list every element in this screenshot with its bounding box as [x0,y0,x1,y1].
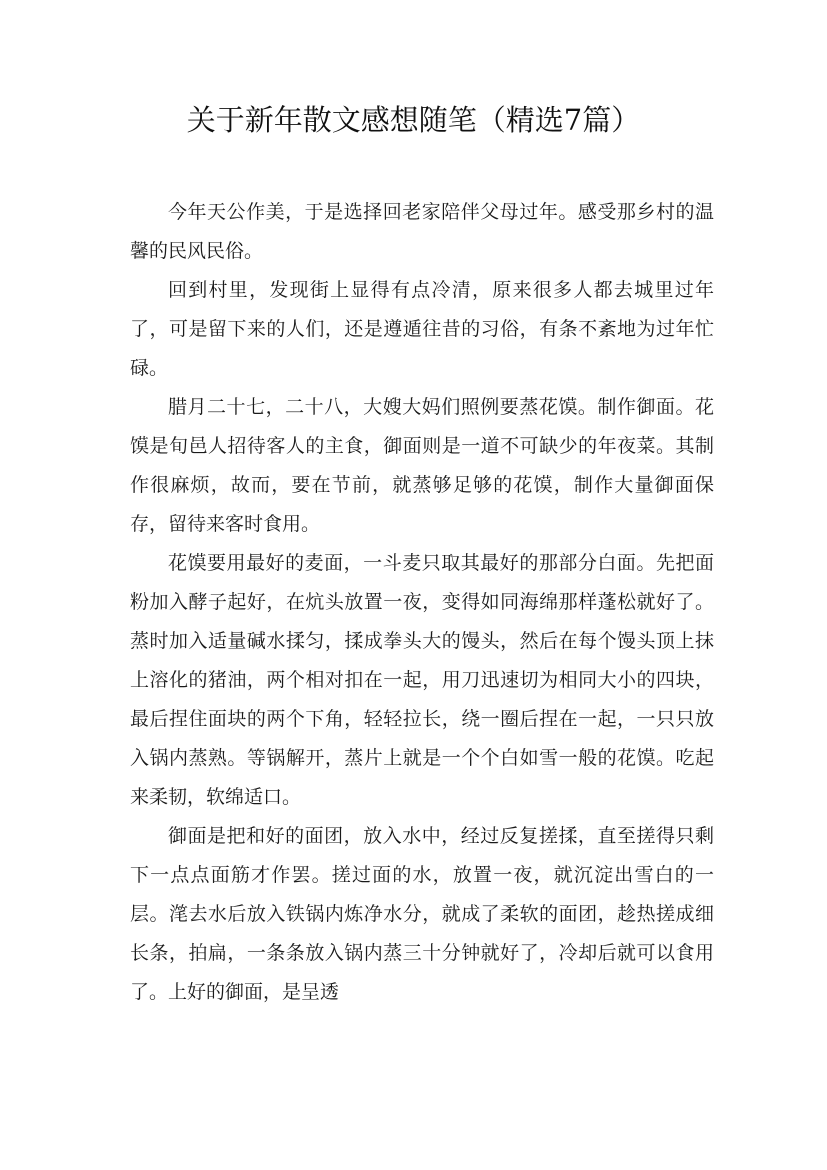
paragraph-4: 花馍要用最好的麦面，一斗麦只取其最好的那部分白面。先把面粉加入酵子起好，在炕头放置一夜，变得如同海绵那样蓬松就好了。蒸时加入适量碱水揉匀，揉成拳头大的馒头，然后在每个馒头顶上抹上溶化的猪油，两个相对扣在一起，用刀迅速切为相同大小的四块，最后捏住面块的两个下角，轻轻拉长，绕一圈后捏在一起，一只只放入锅内蒸熟。等锅解开，蒸片上就是一个个白如雪一般的花馍。吃起来柔韧，软绵适口。 [130,552,714,808]
document-body [130,193,714,1012]
paragraph-2: 回到村里，发现街上显得有点冷清，原来很多人都去城里过年了，可是留下来的人们，还是遵遁往昔的习俗，有条不紊地为过年忙碌。 [130,279,714,379]
paragraph-1: 今年天公作美，于是选择回老家陪伴父母过年。感受那乡村的温馨的民风民俗。 [130,201,714,262]
paragraph-3: 腊月二十七，二十八，大嫂大妈们照例要蒸花馍。制作御面。花馍是旬邑人招待客人的主食，御面则是一道不可缺少的年夜菜。其制作很麻烦，故而，要在节前，就蒸够足够的花馍，制作大量御面保存，留待来客时食用。 [130,396,714,535]
paragraph-5: 御面是把和好的面团，放入水中，经过反复搓揉，直至搓得只剩下一点点面筋才作罢。搓过面的水，放置一夜，就沉淀出雪白的一层。滗去水后放入铁锅内炼净水分，就成了柔软的面团，趁热搓成细长条，拍扁，一条条放入锅内蒸三十分钟就好了，冷却后就可以食用了。上好的御面，是呈透 [130,825,714,1003]
document-title: 关于新年散文感想随笔（精选7篇） [186,103,641,137]
